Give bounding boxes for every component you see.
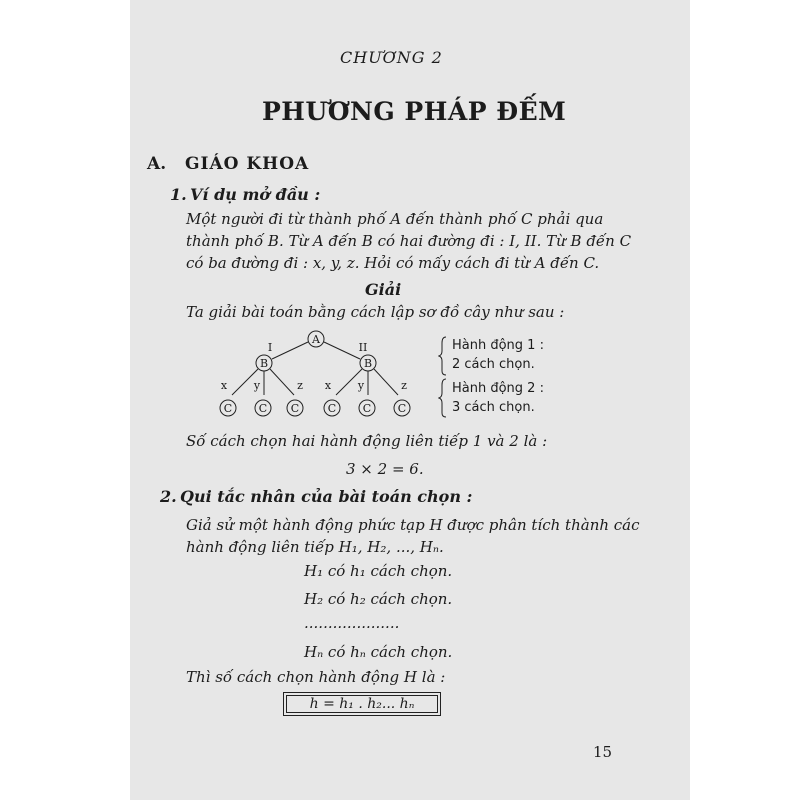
section-title: GIÁO KHOA <box>185 154 310 174</box>
example-line-2: thành phố B. Từ A đến B có hai đường đi : I, II. Từ B đến C <box>186 232 632 250</box>
chapter-label: CHƯƠNG 2 <box>340 48 443 67</box>
solution-intro: Ta giải bài toán bằng cách lập sơ đồ cây như sau : <box>186 303 565 321</box>
count-text: Số cách chọn hai hành động liên tiếp 1 và 2 là : <box>186 432 548 450</box>
rule-item-n: Hₙ có hₙ cách chọn. <box>304 643 453 661</box>
rule-item-ellipsis: .................... <box>304 614 400 632</box>
section-letter: A. <box>147 154 167 174</box>
example-line-3: có ba đường đi : x, y, z. Hỏi có mấy cách đi từ A đến C. <box>186 254 600 272</box>
tree-branch-x-left: x <box>220 379 228 392</box>
tree-edge-label-i: I <box>267 341 273 354</box>
page-number: 15 <box>593 743 613 761</box>
formula-box: h = h₁ . h₂... hₙ <box>283 692 441 716</box>
action-2-name: Hành động 2 : <box>452 381 544 396</box>
tree-b-label-right: B <box>363 357 373 370</box>
subsection-2-title: Qui tắc nhân của bài toán chọn : <box>180 487 473 506</box>
action-1-detail: 2 cách chọn. <box>452 357 535 372</box>
chapter-title: PHƯƠNG PHÁP ĐẾM <box>262 97 567 126</box>
tree-leaf-label-3: C <box>290 402 300 415</box>
action-brackets <box>438 335 452 420</box>
tree-branch-z-right: z <box>401 379 407 392</box>
tree-b-label-left: B <box>259 357 269 370</box>
solution-heading: Giải <box>365 280 402 299</box>
tree-leaf-label-6: C <box>397 402 407 415</box>
tree-root-label: A <box>312 333 320 346</box>
action-1-name: Hành động 1 : <box>452 338 544 353</box>
rule-item-1: H₁ có h₁ cách chọn. <box>304 562 453 580</box>
tree-diagram <box>210 325 420 420</box>
tree-edge-label-ii: II <box>358 341 368 354</box>
tree-leaf-label-2: C <box>258 402 268 415</box>
conclusion-text: Thì số cách chọn hành động H là : <box>186 668 446 686</box>
tree-branch-y-right: y <box>357 379 365 392</box>
tree-leaf-label-4: C <box>327 402 337 415</box>
subsection-1-number: 1. <box>170 185 187 204</box>
tree-branch-x-right: x <box>324 379 332 392</box>
subsection-2-number: 2. <box>160 487 177 506</box>
rule-item-2: H₂ có h₂ cách chọn. <box>304 590 453 608</box>
tree-leaf-label-1: C <box>223 402 233 415</box>
example-line-1: Một người đi từ thành phố A đến thành phố C phải qua <box>186 210 604 228</box>
rule-line-2: hành động liên tiếp H₁, H₂, ..., Hₙ. <box>186 538 444 556</box>
tree-branch-y-left: y <box>253 379 261 392</box>
rule-line-1: Giả sử một hành động phức tạp H được phân tích thành các <box>186 516 640 534</box>
count-formula: 3 × 2 = 6. <box>346 460 424 478</box>
action-2-detail: 3 cách chọn. <box>452 400 535 415</box>
tree-branch-z-left: z <box>297 379 303 392</box>
tree-leaf-label-5: C <box>362 402 372 415</box>
subsection-1-title: Ví dụ mở đầu : <box>190 185 321 204</box>
